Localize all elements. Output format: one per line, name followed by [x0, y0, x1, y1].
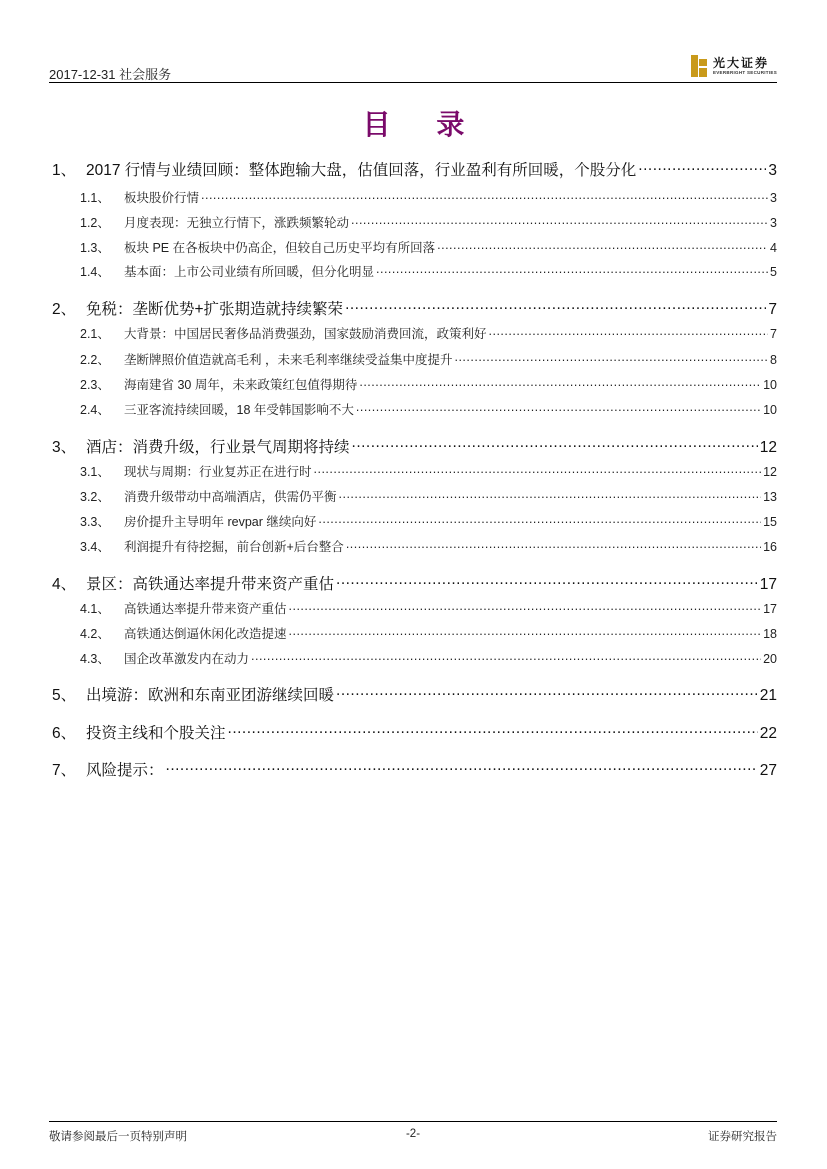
toc-entry-page: 4: [770, 241, 777, 255]
toc-entry-page: 13: [763, 490, 777, 504]
toc-subsection-entry[interactable]: [49, 375, 777, 393]
toc-subsection-entry[interactable]: [49, 624, 777, 642]
toc-dot-leader: [228, 723, 758, 739]
footer-report-type: 证券研究报告: [708, 1131, 777, 1143]
toc-entry-title: 2017 行情与业绩回顾：整体跑输大盘，估值回落，行业盈利有所回暖，个股分化: [86, 162, 637, 179]
toc-entry-page: 12: [759, 439, 777, 456]
toc-section-entry[interactable]: [49, 683, 777, 705]
toc-dot-leader: [638, 160, 766, 176]
toc-dot-leader: [376, 264, 768, 277]
toc-entry-number: 3、: [52, 439, 77, 456]
toc-entry-page: 18: [763, 627, 777, 641]
toc-entry-number: 4.1、: [80, 602, 110, 616]
toc-entry-title: 大背景：中国居民奢侈品消费强劲，国家鼓励消费回流，政策利好: [124, 327, 487, 341]
toc-subsection-entry[interactable]: [49, 400, 777, 418]
toc-entry-title: 板块股价行情: [124, 191, 200, 205]
toc-entry-number: 4、: [52, 576, 77, 593]
toc-entry-number: 4.2、: [80, 627, 110, 641]
toc-entry-number: 1.3、: [80, 241, 110, 255]
toc-subsection-entry[interactable]: [49, 599, 777, 617]
toc-dot-leader: [359, 377, 761, 390]
toc-entry-page: 17: [763, 602, 777, 616]
toc-entry-number: 1.2、: [80, 216, 110, 230]
toc-entry-number: 2.1、: [80, 327, 110, 341]
toc-entry-title: 景区：高铁通达率提升带来资产重估: [86, 576, 335, 593]
header-divider: [49, 82, 777, 83]
toc-section-entry[interactable]: [49, 758, 777, 780]
toc-entry-number: 2.4、: [80, 403, 110, 417]
toc-subsection-entry[interactable]: [49, 462, 777, 480]
toc-entry-number: 4.3、: [80, 652, 110, 666]
toc-section-entry[interactable]: [49, 721, 777, 743]
toc-entry-number: 3.1、: [80, 465, 110, 479]
toc-dot-leader: [166, 760, 758, 776]
toc-entry-title: 三亚客流持续回暖，18 年受韩国影响不大: [124, 403, 354, 417]
toc-entry-page: 12: [763, 465, 777, 479]
page-title: 目 录: [362, 108, 483, 141]
toc-entry-title: 高铁通达倒逼休闲化改造提速: [124, 627, 287, 641]
toc-entry-number: 2、: [52, 301, 77, 318]
toc-entry-number: 7、: [52, 762, 77, 779]
toc-section-entry[interactable]: [49, 297, 777, 319]
toc-entry-number: 6、: [52, 725, 77, 742]
toc-dot-leader: [314, 464, 762, 477]
toc-subsection-entry[interactable]: [49, 537, 777, 555]
footer-divider: [49, 1121, 777, 1122]
toc-subsection-entry[interactable]: [49, 350, 777, 368]
toc-entry-page: 10: [763, 403, 777, 417]
toc-dot-leader: [351, 215, 768, 228]
toc-entry-number: 3.3、: [80, 515, 110, 529]
toc-entry-title: 投资主线和个股关注: [86, 725, 226, 742]
toc-dot-leader: [356, 402, 761, 415]
toc-entry-title: 免税：垄断优势+扩张期造就持续繁荣: [86, 301, 344, 318]
logo-mark-icon: [691, 55, 707, 77]
toc-dot-leader: [339, 489, 762, 502]
page-header: [49, 52, 777, 82]
toc-entry-title: 基本面：上市公司业绩有所回暖，但分化明显: [124, 265, 375, 279]
toc-entry-title: 风险提示：: [86, 762, 164, 779]
toc-entry-title: 海南建省 30 周年，未来政策红包值得期待: [124, 378, 358, 392]
toc-entry-page: 3: [770, 216, 777, 230]
toc-entry-page: 20: [763, 652, 777, 666]
toc-entry-number: 2.2、: [80, 353, 110, 367]
toc-entry-page: 22: [759, 725, 777, 742]
toc-dot-leader: [289, 626, 762, 639]
toc-entry-page: 3: [768, 162, 777, 179]
toc-entry-title: 高铁通达率提升带来资产重估: [124, 602, 287, 616]
toc-entry-page: 5: [770, 265, 777, 279]
company-logo: [691, 52, 777, 80]
toc-subsection-entry[interactable]: [49, 238, 777, 256]
page-footer: [49, 1128, 777, 1144]
toc-entry-page: 21: [759, 687, 777, 704]
toc-entry-title: 利润提升有待挖掘，前台创新+后台整合: [124, 540, 344, 554]
toc-subsection-entry[interactable]: [49, 324, 777, 342]
toc-subsection-entry[interactable]: [49, 262, 777, 280]
toc-entry-number: 1.4、: [80, 265, 110, 279]
logo-english-name: EVERBRIGHT SECURITIES: [712, 70, 777, 75]
toc-dot-leader: [336, 574, 758, 590]
toc-entry-page: 15: [763, 515, 777, 529]
toc-entry-title: 国企改革激发内在动力: [124, 652, 250, 666]
toc-dot-leader: [346, 539, 761, 552]
toc-dot-leader: [251, 651, 761, 664]
toc-subsection-entry[interactable]: [49, 512, 777, 530]
toc-dot-leader: [289, 601, 762, 614]
toc-entry-title: 垄断牌照价值造就高毛利 ，未来毛利率继续受益集中度提升: [124, 353, 453, 367]
logo-chinese-name: 光大证券: [712, 56, 769, 70]
toc-dot-leader: [454, 352, 768, 365]
toc-dot-leader: [318, 514, 761, 527]
toc-section-entry[interactable]: [49, 158, 777, 180]
toc-entry-number: 3.2、: [80, 490, 110, 504]
toc-entry-title: 出境游：欧洲和东南亚团游继续回暖: [86, 687, 335, 704]
toc-entry-number: 1、: [52, 162, 77, 179]
toc-entry-title: 月度表现：无独立行情下，涨跌频繁轮动: [124, 216, 350, 230]
toc-entry-page: 3: [770, 191, 777, 205]
toc-subsection-entry[interactable]: [49, 188, 777, 206]
toc-entry-number: 2.3、: [80, 378, 110, 392]
toc-subsection-entry[interactable]: [49, 649, 777, 667]
toc-entry-number: 3.4、: [80, 540, 110, 554]
toc-dot-leader: [336, 685, 758, 701]
toc-entry-page: 27: [759, 762, 777, 779]
toc-dot-leader: [437, 240, 768, 253]
toc-entry-title: 板块 PE 在各板块中仍高企，但较自己历史平均有所回落: [124, 241, 436, 255]
toc-entry-page: 8: [770, 353, 777, 367]
toc-entry-title: 酒店：消费升级，行业景气周期将持续: [86, 439, 350, 456]
toc-entry-page: 16: [763, 540, 777, 554]
toc-section-entry[interactable]: [49, 435, 777, 457]
toc-entry-page: 17: [759, 576, 777, 593]
toc-dot-leader: [201, 190, 768, 203]
toc-entry-page: 7: [770, 327, 777, 341]
header-date-sector: 2017-12-31 社会服务: [49, 67, 172, 82]
toc-dot-leader: [489, 326, 769, 339]
toc-dot-leader: [352, 437, 758, 453]
footer-disclaimer: 敬请参阅最后一页特别声明: [49, 1131, 187, 1143]
toc-entry-title: 现状与周期：行业复苏正在进行时: [124, 465, 312, 479]
toc-subsection-entry[interactable]: [49, 487, 777, 505]
toc-entry-title: 房价提升主导明年 revpar 继续向好: [124, 515, 317, 529]
toc-entry-number: 5、: [52, 687, 77, 704]
toc-entry-page: 10: [763, 378, 777, 392]
footer-page-number: -2-: [405, 1128, 421, 1140]
toc-dot-leader: [345, 299, 766, 315]
toc-entry-page: 7: [768, 301, 777, 318]
toc-subsection-entry[interactable]: [49, 213, 777, 231]
toc-entry-number: 1.1、: [80, 191, 110, 205]
toc-entry-title: 消费升级带动中高端酒店，供需仍平衡: [124, 490, 337, 504]
toc-section-entry[interactable]: [49, 572, 777, 594]
